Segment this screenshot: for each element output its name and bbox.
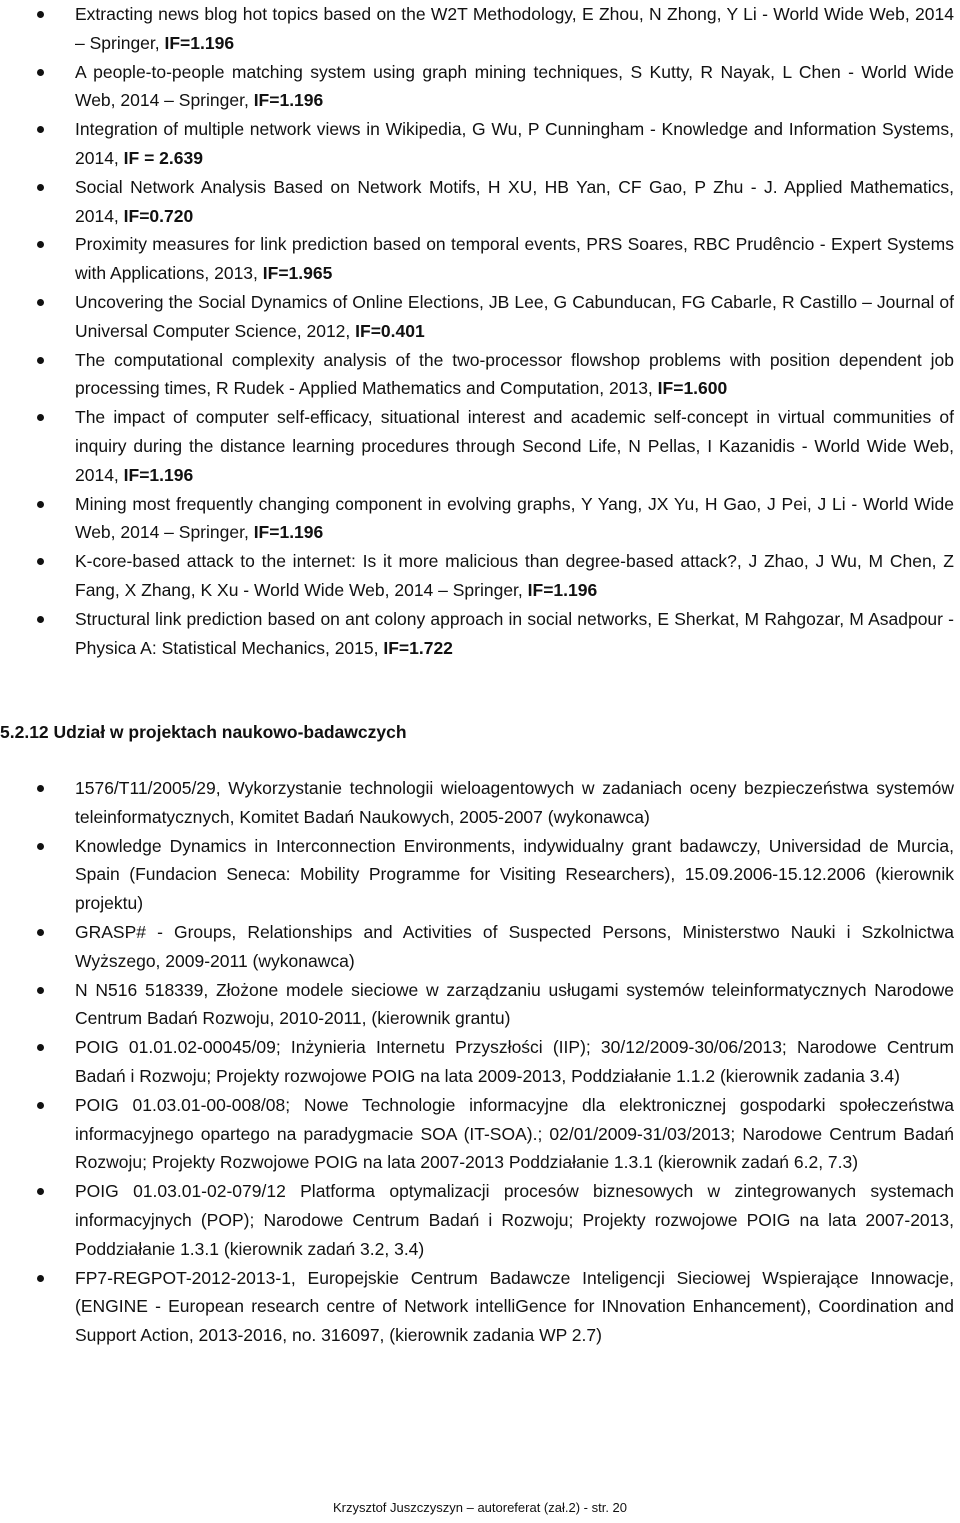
- impact-factor: IF=1.196: [527, 579, 598, 600]
- bullet-icon: [37, 929, 44, 936]
- bullet-icon: [37, 843, 44, 850]
- list-item: [0, 605, 958, 663]
- bullet-icon: [37, 1188, 44, 1195]
- bullet-icon: [37, 1275, 44, 1282]
- list-item: [0, 918, 958, 976]
- bullet-icon: [37, 11, 44, 18]
- impact-factor: IF=1.196: [253, 90, 324, 111]
- citation-text: The computational complexity analysis of the two-processor flowshop problems with position dependent job processing times, R Rudek - Applied Mathematics and Computation, 2013,: [75, 349, 954, 399]
- list-item: [0, 1091, 958, 1177]
- impact-factor: IF=1.196: [253, 522, 324, 543]
- citation-text: Integration of multiple network views in Wikipedia, G Wu, P Cunningham - Knowledge and Information Systems, 2014,: [75, 119, 954, 168]
- bullet-icon: [37, 414, 44, 421]
- list-item: [0, 58, 958, 116]
- project-text: POIG 01.03.01-02-079/12 Platforma optymalizacji procesów biznesowych w zintegrowanych systemach informacyjnych (POP); Narodowe Centrum Badań i Rozwoju; Projekty rozwojowe POIG na lata 2007-2013, Poddziałanie 1.3.1 (kierownik zadań 3.2, 3.4): [75, 1181, 954, 1259]
- list-item: [0, 346, 958, 404]
- list-item: [0, 288, 958, 346]
- citation-text: Proximity measures for link prediction based on temporal events, PRS Soares, RBC Prudêncio - Expert Systems with Applications, 2013,: [75, 234, 954, 284]
- bullet-icon: [37, 69, 44, 76]
- project-text: FP7-REGPOT-2012-2013-1, Europejskie Centrum Badawcze Inteligencji Sieciowej Wspierające Innowacje, (ENGINE - European research centre of Network intelliGence for INnovation Enhancement), Coordination and Support Action, 2013-2016, no. 316097, (kierownik zadania WP 2.7): [75, 1267, 954, 1346]
- list-item: [0, 1177, 958, 1263]
- list-item: [0, 490, 958, 548]
- publication-list: [0, 0, 958, 662]
- citation-text: K-core-based attack to the internet: Is it more malicious than degree-based attack?, J Zhao, J Wu, M Chen, Z Fang, X Zhang, K Xu - World Wide Web, 2014 – Springer,: [75, 551, 954, 600]
- section-heading: 5.2.12 Udział w projektach naukowo-badawczych: [0, 722, 407, 742]
- project-text: 1576/T11/2005/29, Wykorzystanie technologii wieloagentowych w zadaniach oceny bezpieczeństwa systemów teleinformatycznych, Komitet Badań Naukowych, 2005-2007 (wykonawca): [75, 778, 954, 827]
- list-item: [0, 774, 958, 832]
- citation-text: Structural link prediction based on ant colony approach in social networks, E Sherkat, M Rahgozar, M Asadpour - Physica A: Statistical Mechanics, 2015,: [75, 608, 954, 658]
- list-item: [0, 115, 958, 173]
- list-item: [0, 0, 958, 58]
- bullet-icon: [37, 184, 44, 191]
- citation-text: A people-to-people matching system using graph mining techniques, S Kutty, R Nayak, L Chen - World Wide Web, 2014 – Springer,: [75, 61, 954, 111]
- impact-factor: IF=1.196: [164, 32, 235, 53]
- project-list: [0, 774, 958, 1350]
- list-item: [0, 1264, 958, 1350]
- bullet-icon: [37, 558, 44, 565]
- citation-text: Uncovering the Social Dynamics of Online Elections, JB Lee, G Cabunducan, FG Cabarle, R Castillo – Journal of Universal Computer Science, 2012,: [75, 291, 954, 341]
- impact-factor: IF=1.196: [123, 464, 194, 485]
- list-item: [0, 173, 958, 231]
- bullet-icon: [37, 785, 44, 792]
- list-item: [0, 832, 958, 918]
- impact-factor: IF=0.720: [123, 205, 194, 226]
- project-text: GRASP# - Groups, Relationships and Activities of Suspected Persons, Ministerstwo Nauki i Szkolnictwa Wyższego, 2009-2011 (wykonawca): [75, 921, 954, 971]
- bullet-icon: [37, 299, 44, 306]
- bullet-icon: [37, 241, 44, 248]
- list-item: [0, 547, 958, 605]
- impact-factor: IF=1.722: [383, 637, 453, 658]
- bullet-icon: [37, 1102, 44, 1109]
- citation-text: Social Network Analysis Based on Network Motifs, H XU, HB Yan, CF Gao, P Zhu - J. Applied Mathematics, 2014,: [75, 176, 954, 226]
- impact-factor: IF=1.965: [262, 263, 333, 284]
- project-text: POIG 01.03.01-00-008/08; Nowe Technologie informacyjne dla elektronicznej gospodarki społeczeństwa informacyjnego opartego na paradygmacie SOA (IT-SOA).; 02/01/2009-31/03/2013; Narodowe Centrum Badań Rozwoju; Projekty Rozwojowe POIG na lata 2007-2013 Poddziałanie 1.3.1 (kierownik zadań 6.2, 7.3): [75, 1094, 954, 1173]
- citation-text: Mining most frequently changing component in evolving graphs, Y Yang, JX Yu, H Gao, J Pei, J Li - World Wide Web, 2014 – Springer,: [75, 493, 954, 543]
- bullet-icon: [37, 126, 44, 133]
- list-item: [0, 403, 958, 489]
- project-text: N N516 518339, Złożone modele sieciowe w zarządzaniu usługami systemów teleinformatycznych Narodowe Centrum Badań Rozwoju, 2010-2011, (kierownik grantu): [75, 979, 954, 1029]
- list-item: [0, 976, 958, 1034]
- footer-text: Krzysztof Juszczyszyn – autoreferat (zał.2) - str. 20: [332, 1500, 628, 1515]
- bullet-icon: [37, 987, 44, 994]
- list-item: [0, 1033, 958, 1091]
- bullet-icon: [37, 1044, 44, 1051]
- bullet-icon: [37, 616, 44, 623]
- citation-text: Extracting news blog hot topics based on the W2T Methodology, E Zhou, N Zhong, Y Li - World Wide Web, 2014 – Springer,: [75, 4, 954, 53]
- citation-text: The impact of computer self-efficacy, situational interest and academic self-concept in virtual communities of inquiry during the distance learning procedures through Second Life, N Pellas, I Kazanidis - World Wide Web, 2014,: [75, 407, 954, 485]
- impact-factor: IF=1.600: [657, 378, 728, 399]
- bullet-icon: [37, 357, 44, 364]
- list-item: [0, 230, 958, 288]
- impact-factor: IF=0.401: [355, 320, 425, 341]
- impact-factor: IF = 2.639: [123, 147, 203, 168]
- bullet-icon: [37, 501, 44, 508]
- project-text: Knowledge Dynamics in Interconnection Environments, indywidualny grant badawczy, Universidad de Murcia, Spain (Fundacion Seneca: Mobility Programme for Visiting Researchers), 15.09.2006-15.12.2006 (kierownik projektu): [75, 835, 954, 914]
- page-footer: [0, 1499, 960, 1517]
- project-text: POIG 01.01.02-00045/09; Inżynieria Internetu Przyszłości (IIP); 30/12/2009-30/06/2013; Narodowe Centrum Badań i Rozwoju; Projekty rozwojowe POIG na lata 2009-2013, Poddziałanie 1.1.2 (kierownik zadania 3.4): [75, 1037, 954, 1086]
